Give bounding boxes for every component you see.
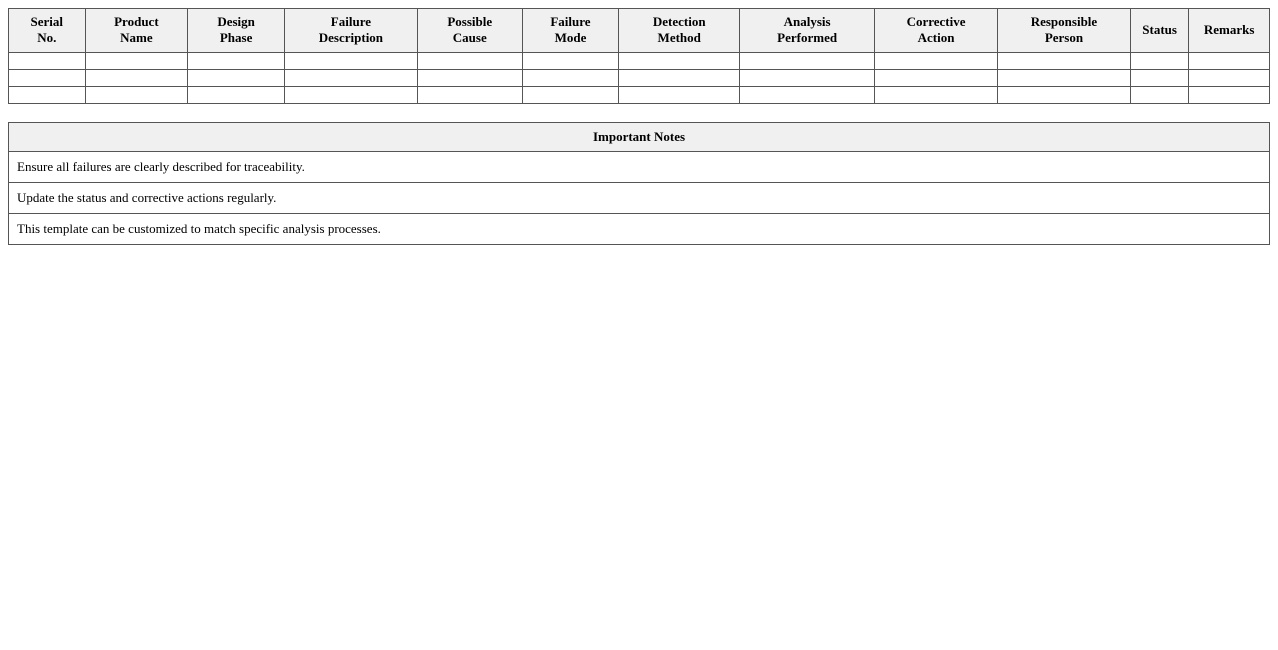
- table-cell[interactable]: [522, 86, 619, 103]
- table-cell[interactable]: [417, 52, 522, 69]
- table-cell[interactable]: [1189, 69, 1270, 86]
- table-cell[interactable]: [997, 86, 1130, 103]
- table-row: [9, 86, 1270, 103]
- table-cell[interactable]: [1130, 69, 1188, 86]
- notes-row: [9, 151, 1270, 182]
- table-cell[interactable]: [1189, 86, 1270, 103]
- column-header-7: [619, 9, 740, 53]
- note-text: Update the status and corrective actions regularly.: [9, 182, 1270, 213]
- table-cell[interactable]: [188, 86, 285, 103]
- table-cell[interactable]: [1130, 86, 1188, 103]
- table-cell[interactable]: [740, 52, 875, 69]
- notes-row: [9, 182, 1270, 213]
- table-spacer: [8, 104, 1270, 122]
- column-header-line2: Description: [318, 30, 384, 46]
- column-header-12: [1189, 9, 1270, 53]
- table-cell[interactable]: [85, 69, 188, 86]
- column-header-line1: Product: [114, 14, 159, 29]
- column-header-line2: Action: [917, 30, 955, 46]
- column-header-line1: Status: [1142, 22, 1177, 38]
- table-cell[interactable]: [9, 86, 86, 103]
- column-header-2: [85, 9, 188, 53]
- column-header-line1: Possible: [447, 14, 493, 29]
- table-cell[interactable]: [619, 69, 740, 86]
- table-cell[interactable]: [1130, 52, 1188, 69]
- table-cell[interactable]: [188, 52, 285, 69]
- failure-analysis-table: [8, 8, 1270, 104]
- column-header-line1: Failure: [330, 14, 371, 29]
- table-cell[interactable]: [417, 86, 522, 103]
- column-header-line2: Method: [657, 30, 701, 46]
- table-cell[interactable]: [188, 69, 285, 86]
- table-cell[interactable]: [1189, 52, 1270, 69]
- notes-row: [9, 213, 1270, 244]
- table-header-row: [9, 9, 1270, 53]
- column-header-line2: Performed: [777, 30, 838, 46]
- document-page: [0, 0, 1278, 253]
- column-header-line1: Analysis: [783, 14, 831, 29]
- column-header-line1: Remarks: [1203, 22, 1255, 38]
- table-cell[interactable]: [417, 69, 522, 86]
- column-header-4: [284, 9, 417, 53]
- table-cell[interactable]: [875, 86, 998, 103]
- column-header-10: [997, 9, 1130, 53]
- notes-header-row: [9, 122, 1270, 151]
- table-cell[interactable]: [85, 52, 188, 69]
- table-cell[interactable]: [740, 69, 875, 86]
- column-header-line2: No.: [37, 30, 57, 46]
- column-header-line2: Phase: [219, 30, 253, 46]
- column-header-line1: Serial: [30, 14, 64, 29]
- table-cell[interactable]: [85, 86, 188, 103]
- column-header-line1: Design: [217, 14, 255, 29]
- column-header-9: [875, 9, 998, 53]
- column-header-11: [1130, 9, 1188, 53]
- table-cell[interactable]: [619, 52, 740, 69]
- column-header-8: [740, 9, 875, 53]
- column-header-line2: Name: [120, 30, 153, 46]
- column-header-1: [9, 9, 86, 53]
- table-cell[interactable]: [284, 69, 417, 86]
- column-header-line1: Failure: [550, 14, 591, 29]
- table-row: [9, 69, 1270, 86]
- table-cell[interactable]: [875, 52, 998, 69]
- column-header-line1: Corrective: [906, 14, 966, 29]
- table-cell[interactable]: [522, 69, 619, 86]
- column-header-5: [417, 9, 522, 53]
- column-header-line1: Responsible: [1030, 14, 1098, 29]
- table-row: [9, 52, 1270, 69]
- important-notes-table: [8, 122, 1270, 245]
- table-cell[interactable]: [619, 86, 740, 103]
- notes-header-cell: Important Notes: [9, 122, 1270, 151]
- column-header-3: [188, 9, 285, 53]
- column-header-line2: Mode: [554, 30, 587, 46]
- note-text: This template can be customized to match specific analysis processes.: [9, 213, 1270, 244]
- table-cell[interactable]: [997, 69, 1130, 86]
- note-text: Ensure all failures are clearly described for traceability.: [9, 151, 1270, 182]
- column-header-line1: Detection: [652, 14, 706, 29]
- table-cell[interactable]: [9, 69, 86, 86]
- table-cell[interactable]: [522, 52, 619, 69]
- column-header-6: [522, 9, 619, 53]
- table-cell[interactable]: [284, 52, 417, 69]
- column-header-line2: Person: [1044, 30, 1084, 46]
- table-cell[interactable]: [740, 86, 875, 103]
- table-cell[interactable]: [997, 52, 1130, 69]
- table-cell[interactable]: [9, 52, 86, 69]
- table-cell[interactable]: [875, 69, 998, 86]
- table-cell[interactable]: [284, 86, 417, 103]
- column-header-line2: Cause: [452, 30, 487, 46]
